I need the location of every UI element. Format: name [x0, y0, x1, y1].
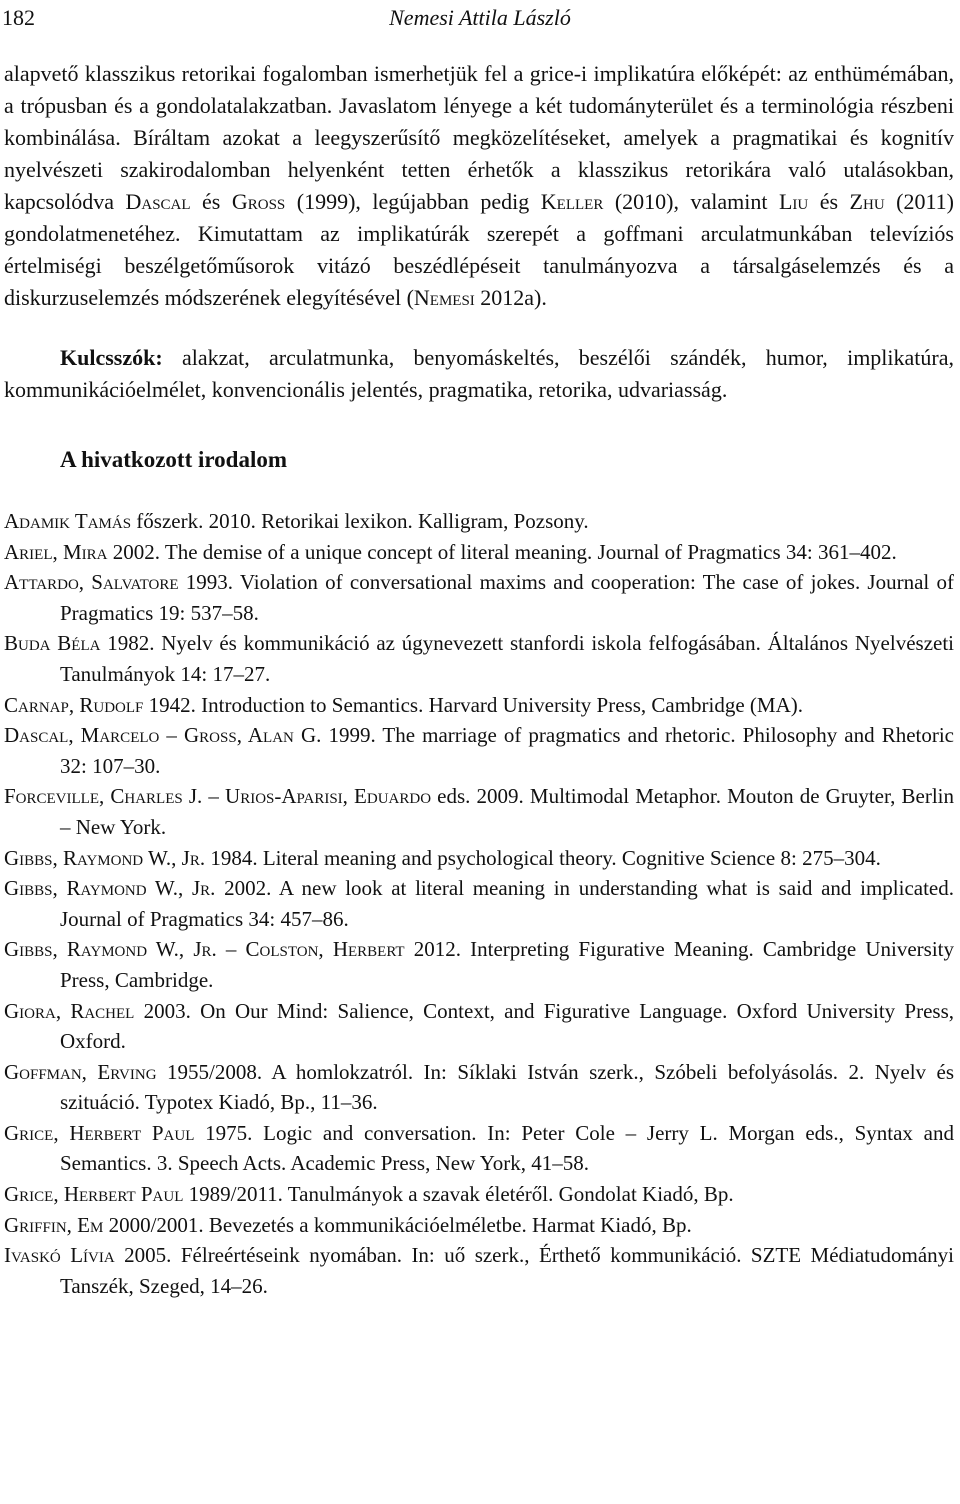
- keywords-list: alakzat, arculatmunka, benyomáskeltés, beszélői szándék, humor, implikatúra, kommunikációelmélet, konvencionális jelentés, pragmatika, retorika, udvariasság.: [4, 345, 954, 402]
- reference-entry: [4, 996, 954, 1057]
- reference-details: 1989/2011. Tanulmányok a szavak életéről. Gondolat Kiadó, Bp.: [183, 1182, 734, 1207]
- abstract-text: (2011) gondolatmenetéhez. Kimutattam az implikatúrák szerepét a goffmani arculatmunkában televíziós értelmiségi beszélgetőműsorok vitázó beszédlépéseit tanulmányozva a társalgáselemzés és a diskurzuselemzés módszerének elegyítésével (: [4, 189, 954, 310]
- reference-entry: [4, 934, 954, 995]
- reference-entry: [4, 1210, 954, 1241]
- reference-entry: [4, 1240, 954, 1301]
- reference-entry: [4, 843, 954, 874]
- reference-entry: [4, 1057, 954, 1118]
- reference-author: Ivaskó Lívia: [4, 1243, 115, 1268]
- reference-author: Attardo, Salvatore: [4, 570, 179, 595]
- reference-details: 1999. The marriage of pragmatics and rhetoric. Philosophy and Rhetoric 32: 107–30.: [60, 723, 954, 778]
- reference-author: Goffman, Erving: [4, 1059, 157, 1084]
- author-name-zhu: Zhu: [849, 189, 885, 214]
- reference-author: Adamik Tamás: [4, 509, 132, 533]
- reference-entry: [4, 1118, 954, 1179]
- abstract-text: 2012a).: [474, 285, 547, 310]
- reference-author: Forceville, Charles J. – Urios-Aparisi, Eduardo: [4, 784, 432, 809]
- running-head-author: Nemesi Attila László: [389, 5, 571, 30]
- abstract-paragraph: [4, 58, 954, 314]
- reference-entry: [4, 567, 954, 628]
- reference-entry: [4, 537, 954, 568]
- reference-author: Carnap, Rudolf: [4, 692, 144, 717]
- references-list: [4, 506, 954, 1301]
- reference-author: Giora, Rachel: [4, 998, 135, 1023]
- reference-details: 2002. A new look at literal meaning in understanding what is said and implicated. Journal of Pragmatics 34: 457–86.: [60, 876, 954, 931]
- reference-entry: [4, 690, 954, 721]
- abstract-text: és: [808, 189, 850, 214]
- reference-author: Gibbs, Raymond W., Jr.: [4, 876, 216, 901]
- reference-details: 2012. Interpreting Figurative Meaning. Cambridge University Press, Cambridge.: [60, 937, 954, 992]
- abstract-text: és: [190, 189, 232, 214]
- reference-details: 2002. The demise of a unique concept of literal meaning. Journal of Pragmatics 34: 361–402.: [107, 539, 897, 564]
- reference-details: eds. 2009. Multimodal Metaphor. Mouton de Gruyter, Berlin – New York.: [60, 784, 954, 839]
- reference-author: Buda Béla: [4, 631, 101, 656]
- reference-details: 1942. Introduction to Semantics. Harvard University Press, Cambridge (MA).: [143, 692, 804, 717]
- keywords-paragraph: [4, 342, 954, 406]
- reference-author: Dascal, Marcelo – Gross, Alan G.: [4, 723, 322, 748]
- author-name-dascal: Dascal: [125, 189, 191, 214]
- author-name-keller: Keller: [540, 189, 604, 214]
- reference-author: Grice, Herbert Paul: [4, 1120, 195, 1145]
- reference-details: 1993. Violation of conversational maxims and cooperation: The case of jokes. Journal of Pragmatics 19: 537–58.: [60, 570, 954, 625]
- reference-details: 1984. Literal meaning and psychological theory. Cognitive Science 8: 275–304.: [205, 845, 881, 870]
- reference-details: 1955/2008. A homlokzatról. In: Síklaki István szerk., Szóbeli befolyásolás. 2. Nyelv és szituáció. Typotex Kiadó, Bp., 11–36.: [60, 1059, 955, 1115]
- page-body: [4, 58, 954, 1301]
- reference-entry: [4, 873, 954, 934]
- reference-author: Gibbs, Raymond W., Jr. – Colston, Herbert: [4, 937, 405, 962]
- page-header: [0, 4, 960, 32]
- references-heading: A hivatkozott irodalom: [60, 447, 288, 472]
- abstract-text: (2010), valamint: [603, 189, 779, 214]
- author-name-gross: Gross: [231, 189, 286, 214]
- reference-author: Ariel, Mira: [4, 539, 108, 564]
- keywords-label: Kulcsszók:: [60, 345, 163, 370]
- author-name-liu: Liu: [778, 189, 809, 214]
- reference-details: 2003. On Our Mind: Salience, Context, and Figurative Language. Oxford University Press, Oxford.: [60, 998, 954, 1054]
- reference-details: 1975. Logic and conversation. In: Peter Cole – Jerry L. Morgan eds., Syntax and Semantics. 3. Speech Acts. Academic Press, New York, 41–58.: [60, 1120, 954, 1176]
- author-name-nemesi: Nemesi: [413, 285, 475, 310]
- abstract-text: (1999), legújabban pedig: [285, 189, 541, 214]
- reference-entry: [4, 1179, 954, 1210]
- reference-entry: [4, 628, 954, 689]
- reference-details: főszerk. 2010. Retorikai lexikon. Kalligram, Pozsony.: [131, 509, 589, 533]
- reference-author: Grice, Herbert Paul: [4, 1182, 184, 1207]
- reference-details: 1982. Nyelv és kommunikáció az úgynevezett stanfordi iskola felfogásában. Általános Nyelvészeti Tanulmányok 14: 17–27.: [60, 631, 954, 686]
- reference-details: 2005. Félreértéseink nyomában. In: uő szerk., Érthető kommunikáció. SZTE Médiatudományi Tanszék, Szeged, 14–26.: [60, 1243, 955, 1298]
- abstract-text: alapvető klasszikus retorikai fogalomban ismerhetjük fel a grice-i implikatúra előképét: az enthümémában, a trópusban és a gondolatalakzatban. Javaslatom lényege a két tudományterület és a terminológia részbeni kombinálása. Bíráltam azokat a leegyszerűsítő megközelítéseket, amelyek a pragmatikai és kognitív nyelvészeti szakirodalomban helyenként tetten érhetők a klasszikus retorikára való utalásokban, kapcsolódva: [4, 61, 954, 214]
- page-number: 182: [2, 5, 35, 30]
- reference-entry: [4, 781, 954, 842]
- reference-details: 2000/2001. Bevezetés a kommunikációelméletbe. Harmat Kiadó, Bp.: [103, 1212, 692, 1237]
- reference-entry: [4, 506, 954, 537]
- reference-author: Griffin, Em: [4, 1212, 104, 1237]
- reference-entry: [4, 720, 954, 781]
- reference-author: Gibbs, Raymond W., Jr.: [4, 845, 206, 870]
